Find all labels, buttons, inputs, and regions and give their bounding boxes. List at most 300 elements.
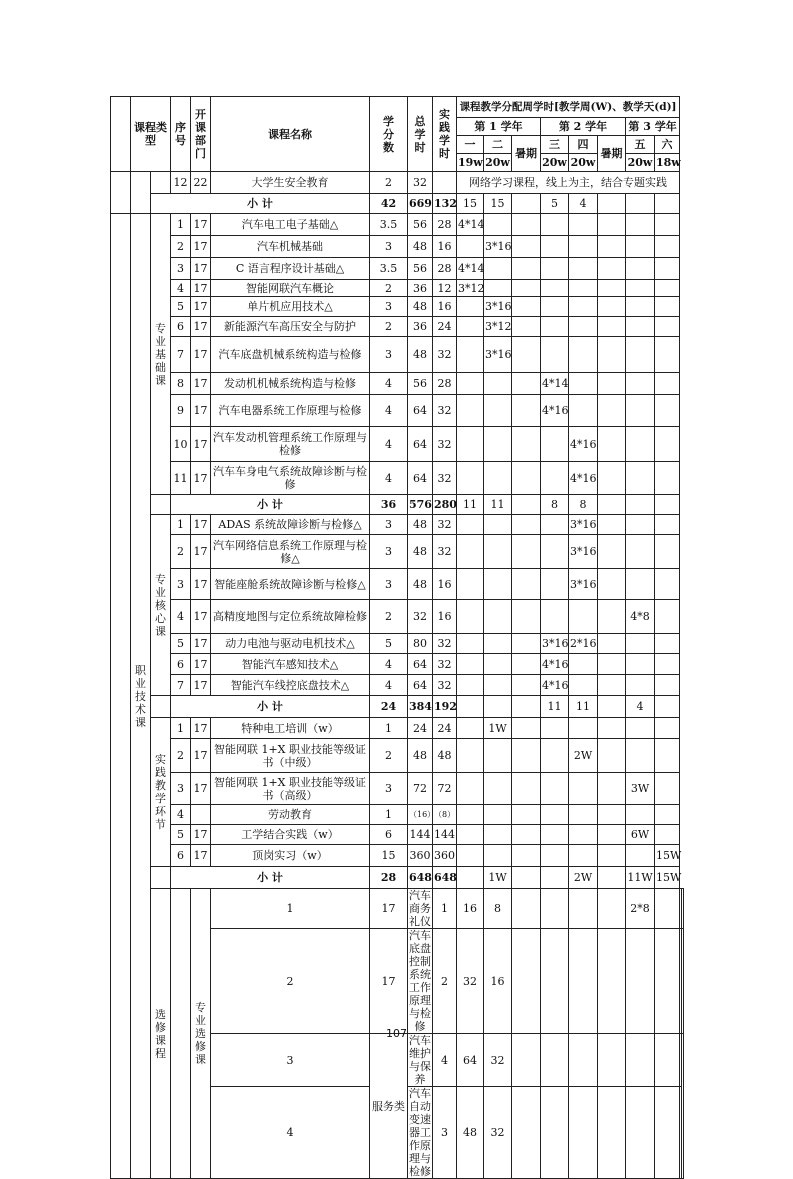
table-row (111, 569, 684, 600)
summer-cell (598, 373, 626, 395)
s4-cell (569, 805, 598, 825)
s4-cell: 2W (569, 867, 598, 889)
hours-cell: 144 (408, 825, 433, 845)
semester-1-header: 一 (457, 136, 484, 154)
s2-cell: 3*16 (484, 236, 512, 258)
practice-cell: 144 (433, 825, 457, 845)
summer-cell (598, 675, 626, 696)
s5-cell (626, 297, 655, 317)
table-row (111, 395, 684, 427)
summer-cell (598, 569, 626, 600)
summer-cell (655, 889, 680, 929)
summer-cell (512, 236, 541, 258)
hours-cell: 72 (408, 773, 433, 805)
dept-cell: 17 (191, 337, 211, 373)
s4-cell (569, 297, 598, 317)
weeks-1: 19w (457, 154, 484, 172)
hours-cell: 48 (408, 337, 433, 373)
dept-cell: 17 (191, 373, 211, 395)
s3-cell: 3*16 (541, 634, 569, 654)
dept-cell: 22 (191, 172, 211, 194)
hours-cell: 16 (457, 889, 484, 929)
s1-cell (457, 600, 484, 634)
s5-cell (626, 515, 655, 535)
s5-cell (626, 675, 655, 696)
year3-header: 第 3 学年 (626, 118, 680, 136)
seq-cell: 3 (211, 1034, 370, 1087)
credit-cell: 4 (370, 427, 408, 462)
credit-cell: 3 (370, 236, 408, 258)
s2-cell: 3*16 (484, 337, 512, 373)
credit-cell: 4 (433, 1034, 457, 1087)
dept-cell: 17 (370, 889, 408, 929)
summer-cell (598, 462, 626, 495)
weeks-2: 20w (484, 154, 512, 172)
s6-cell (655, 600, 680, 634)
summer-cell (512, 825, 541, 845)
summer-cell (598, 214, 626, 236)
course-name-cell: 汽车电工电子基础△ (211, 214, 370, 236)
practice-cell: 72 (433, 773, 457, 805)
s1-cell (457, 569, 484, 600)
blank-cell (131, 172, 151, 214)
dept-cell: 17 (191, 462, 211, 495)
course-name-cell: 大学生安全教育 (211, 172, 370, 194)
s4-cell: 2*16 (569, 634, 598, 654)
s6-cell: 15W (655, 845, 680, 867)
table-row (111, 805, 684, 825)
course-name-cell: 高精度地图与定位系统故障检修 (211, 600, 370, 634)
subtotal-label: 小 计 (151, 194, 370, 214)
practice-cell: 132 (433, 194, 457, 214)
seq-cell: 6 (171, 845, 191, 867)
s1-cell (457, 337, 484, 373)
s6-cell (655, 337, 680, 373)
s3-cell (541, 214, 569, 236)
s2-cell (484, 395, 512, 427)
s1-cell: 15 (457, 194, 484, 214)
s5-cell (626, 337, 655, 373)
summer-cell (512, 258, 541, 280)
summer-cell (512, 214, 541, 236)
summer-cell (598, 280, 626, 297)
dept-cell: 17 (191, 535, 211, 569)
summer-cell (512, 675, 541, 696)
s4-cell: 4 (569, 194, 598, 214)
s1-cell (457, 739, 484, 773)
s2-cell (541, 889, 569, 929)
course-name-cell: C 语言程序设计基础△ (211, 258, 370, 280)
course-name-cell: 汽车机械基础 (211, 236, 370, 258)
table-row (111, 427, 684, 462)
seq-cell: 3 (171, 773, 191, 805)
s6-cell (655, 515, 680, 535)
s4-cell: 3*16 (569, 569, 598, 600)
s1-cell (512, 929, 541, 1034)
s5-cell (626, 317, 655, 337)
s2-cell (484, 696, 512, 718)
seq-cell: 3 (171, 258, 191, 280)
table-row (111, 373, 684, 395)
s1-cell (457, 867, 484, 889)
credit-cell: 3.5 (370, 214, 408, 236)
s3-cell (541, 845, 569, 867)
table-row (111, 337, 684, 373)
hours-cell: 48 (457, 1087, 484, 1179)
dept-cell: 17 (191, 297, 211, 317)
s1-cell (457, 845, 484, 867)
seq-cell: 7 (171, 337, 191, 373)
practice-cell: 16 (484, 929, 512, 1034)
s1-cell (457, 535, 484, 569)
course-name-cell: 劳动教育 (211, 805, 370, 825)
s1-cell: 3*12 (458, 281, 485, 295)
s2-cell (484, 675, 512, 696)
hours-cell: 36 (408, 280, 433, 297)
table-row (111, 739, 684, 773)
summer-1-header: 暑期 (512, 136, 541, 172)
s6-cell (655, 462, 680, 495)
seq-cell: 1 (171, 214, 191, 236)
summer-cell (512, 395, 541, 427)
hours-header: 总学时 (408, 97, 433, 172)
s6-cell (655, 654, 680, 675)
hours-cell: 48 (408, 515, 433, 535)
dept-cell: 17 (191, 773, 211, 805)
s5-cell (626, 427, 655, 462)
credit-cell: 2 (433, 929, 457, 1034)
course-name-cell: 智能汽车感知技术△ (211, 654, 370, 675)
summer-cell (598, 825, 626, 845)
practice-cell: （8） (433, 805, 457, 825)
s3-cell (541, 317, 569, 337)
summer-cell (512, 535, 541, 569)
seq-cell: 5 (171, 297, 191, 317)
s6-cell (655, 773, 680, 805)
s6-cell (655, 373, 680, 395)
course-name-cell: 汽车电器系统工作原理与检修 (211, 395, 370, 427)
course-name-cell: 智能座舱系统故障诊断与检修△ (211, 569, 370, 600)
s4-cell: 11 (569, 696, 598, 718)
table-row (111, 172, 684, 194)
summer-cell (598, 515, 626, 535)
s4-cell (569, 280, 598, 297)
practice-cell: 32 (433, 337, 457, 373)
s4-cell (569, 773, 598, 805)
s5-cell (626, 495, 655, 515)
summer-cell (598, 258, 626, 280)
summer-cell (512, 515, 541, 535)
s3-cell (598, 1087, 626, 1179)
group-zhiye: 职业技术课 (131, 214, 151, 1179)
credit-cell: 4 (370, 373, 408, 395)
credit-cell: 28 (370, 867, 408, 889)
dept-cell: 17 (191, 675, 211, 696)
hours-cell: 64 (408, 462, 433, 495)
course-name-cell: 发动机机械系统构造与检修 (211, 373, 370, 395)
dept-header: 开课部门 (191, 97, 211, 172)
s3-cell (541, 867, 569, 889)
s1-cell (512, 889, 541, 929)
s2-cell (541, 1034, 569, 1087)
hours-cell: 56 (408, 258, 433, 280)
s6-cell (655, 214, 680, 236)
semester-4-header: 四 (569, 136, 598, 154)
s3-cell: 4*16 (541, 675, 569, 696)
s1-cell (457, 675, 484, 696)
summer-cell (512, 718, 541, 739)
weeks-5: 20w (626, 154, 655, 172)
credit-cell: 1 (370, 718, 408, 739)
practice-cell: 16 (433, 569, 457, 600)
subtotal-label: 小 计 (171, 867, 370, 889)
s1-cell (457, 395, 484, 427)
s6-cell (655, 569, 680, 600)
s5-cell (626, 634, 655, 654)
credit-cell: 2 (370, 172, 408, 194)
semester-2-header: 二 (484, 136, 512, 154)
course-name-cell: 汽车商务礼仪 (409, 889, 431, 928)
course-name-header: 课程名称 (211, 97, 370, 172)
s5-cell (626, 280, 655, 297)
summer-cell (512, 773, 541, 805)
summer-cell (512, 280, 541, 297)
s6-cell (655, 236, 680, 258)
seq-cell: 7 (171, 675, 191, 696)
s6-cell (655, 675, 680, 696)
s2-cell (484, 258, 512, 280)
hours-cell: 56 (408, 214, 433, 236)
seq-cell: 4 (171, 600, 191, 634)
summer-cell (598, 654, 626, 675)
s4-cell (569, 373, 598, 395)
dept-cell: 17 (191, 280, 211, 297)
s1-cell (457, 297, 484, 317)
course-name-cell: 工学结合实践（w） (211, 825, 370, 845)
s4-cell (569, 317, 598, 337)
hours-cell: 64 (457, 1034, 484, 1087)
s1-cell: 4*14 (457, 258, 484, 280)
s6-cell (655, 258, 680, 280)
s3-cell (541, 600, 569, 634)
s1-cell (457, 236, 484, 258)
summer-cell (512, 373, 541, 395)
s3-cell (541, 569, 569, 600)
s3-cell (541, 535, 569, 569)
s6-cell (655, 280, 680, 297)
hours-cell: 56 (408, 373, 433, 395)
credit-cell: 2 (370, 600, 408, 634)
s6-cell: 15W (655, 867, 680, 889)
s3-cell (541, 337, 569, 373)
s4-cell: 2*8 (626, 889, 655, 929)
summer-cell (598, 634, 626, 654)
group-fuwu: 服务类 (370, 1034, 408, 1179)
s1-cell (457, 634, 484, 654)
s4-cell (569, 236, 598, 258)
table-row (111, 889, 684, 929)
blank-cell (151, 495, 171, 515)
summer-cell (598, 535, 626, 569)
credit-cell: 3 (370, 337, 408, 373)
credit-cell: 1 (370, 805, 408, 825)
summer-cell (598, 194, 626, 214)
seq-cell: 4 (171, 280, 191, 297)
s2-cell: 1W (484, 867, 512, 889)
subtotal-label: 小 计 (171, 696, 370, 718)
s5-cell: 4*8 (626, 600, 655, 634)
s2-cell (484, 515, 512, 535)
course-name-cell: 单片机应用技术△ (211, 297, 370, 317)
group-sjjx: 实践教学环节 (151, 718, 171, 867)
table-row (111, 634, 684, 654)
dept-cell: 17 (191, 214, 211, 236)
s4-cell: 2W (569, 739, 598, 773)
s5-cell (626, 214, 655, 236)
hours-cell: 576 (408, 495, 433, 515)
s3-cell (541, 515, 569, 535)
hours-cell: 32 (457, 929, 484, 1034)
distribution-header: 课程教学分配周学时[教学周(W)、教学天(d)] (457, 97, 680, 118)
dept-cell: 17 (191, 395, 211, 427)
seq-cell: 1 (171, 515, 191, 535)
year1-header: 第 1 学年 (457, 118, 541, 136)
s2-cell (484, 280, 512, 297)
summer-cell (598, 867, 626, 889)
seq-cell: 1 (171, 718, 191, 739)
s2-cell (484, 845, 512, 867)
s3-cell (541, 280, 569, 297)
summer-cell (512, 845, 541, 867)
s1-cell (457, 773, 484, 805)
table-row (111, 535, 684, 569)
practice-cell: 16 (433, 236, 457, 258)
s2-cell (484, 462, 512, 495)
course-name-cell: 汽车维护与保养 (409, 1034, 431, 1086)
table-row (111, 718, 684, 739)
course-type-header: 课程类型 (131, 97, 171, 172)
hours-cell: 48 (408, 236, 433, 258)
weeks-4: 20w (569, 154, 598, 172)
s6-cell (655, 194, 680, 214)
summer-cell (512, 194, 541, 214)
hours-cell: 36 (408, 317, 433, 337)
s4-cell (569, 337, 598, 373)
s3-cell (541, 718, 569, 739)
seq-cell: 8 (171, 373, 191, 395)
group-zyjc: 专业基础课 (151, 214, 171, 495)
s3-cell: 4*14 (541, 373, 569, 395)
subtotal-row (111, 867, 684, 889)
summer-cell (598, 427, 626, 462)
hours-cell: 669 (408, 194, 433, 214)
hours-cell: 24 (408, 718, 433, 739)
s3-cell (541, 427, 569, 462)
practice-cell: 24 (433, 317, 457, 337)
summer-cell (512, 739, 541, 773)
seq-cell: 12 (171, 172, 191, 194)
summer-cell (512, 462, 541, 495)
table-row (111, 258, 684, 280)
course-name-cell: ADAS 系统故障诊断与检修△ (211, 515, 370, 535)
s3-cell (541, 462, 569, 495)
summer-cell (512, 317, 541, 337)
table-row (111, 773, 684, 805)
dept-cell: 17 (370, 929, 408, 1034)
dept-cell: 17 (191, 739, 211, 773)
dept-cell: 17 (191, 825, 211, 845)
s1-cell (457, 825, 484, 845)
s2-cell (484, 634, 512, 654)
hours-cell: 80 (408, 634, 433, 654)
course-name-cell: 顶岗实习（w） (211, 845, 370, 867)
practice-cell: 8 (484, 889, 512, 929)
credit-cell: 2 (370, 317, 408, 337)
s3-cell (541, 773, 569, 805)
s1-cell (457, 462, 484, 495)
course-name-cell: 智能网联汽车概论 (211, 280, 370, 297)
hours-cell: 48 (408, 535, 433, 569)
s5-cell (626, 569, 655, 600)
s4-cell: 4*16 (569, 462, 598, 495)
hours-cell: 32 (408, 172, 433, 194)
seq-cell: 4 (211, 1087, 370, 1179)
credit-cell: 4 (370, 395, 408, 427)
semester-5-header: 五 (626, 136, 655, 154)
s6-cell (655, 495, 680, 515)
s2-cell (484, 825, 512, 845)
seq-cell: 2 (211, 929, 370, 1034)
credit-cell: 3 (370, 515, 408, 535)
summer-cell (598, 236, 626, 258)
s6-cell (655, 395, 680, 427)
header-row-1 (111, 97, 684, 118)
s3-cell (541, 297, 569, 317)
s3-cell (541, 825, 569, 845)
s5-cell (626, 845, 655, 867)
seq-cell: 4 (171, 805, 191, 825)
subtotal-label: 小 计 (171, 495, 370, 515)
curriculum-table (110, 96, 684, 1179)
s5-cell: 6W (626, 825, 655, 845)
s5-cell (626, 654, 655, 675)
subtotal-row (111, 495, 684, 515)
s5-cell (626, 805, 655, 825)
s2-cell (484, 600, 512, 634)
semester-3-header: 三 (541, 136, 569, 154)
hours-cell: 32 (408, 600, 433, 634)
seq-cell: 6 (171, 654, 191, 675)
table-row (111, 845, 684, 867)
summer-cell (598, 600, 626, 634)
credit-cell: 3 (370, 569, 408, 600)
hours-cell: 64 (408, 427, 433, 462)
s1-cell (457, 515, 484, 535)
hours-cell: 64 (408, 654, 433, 675)
summer-cell (655, 929, 680, 1034)
s3-cell (598, 889, 626, 929)
s3-cell: 4*16 (541, 395, 569, 427)
hours-cell: 48 (408, 297, 433, 317)
table-row (111, 600, 684, 634)
summer-cell (598, 317, 626, 337)
s2-cell: 3*16 (484, 297, 512, 317)
hours-cell: 648 (408, 867, 433, 889)
s4-cell: 3*16 (569, 535, 598, 569)
s5-cell (680, 1087, 682, 1179)
table-row (111, 825, 684, 845)
s2-cell: 3*12 (484, 317, 512, 337)
